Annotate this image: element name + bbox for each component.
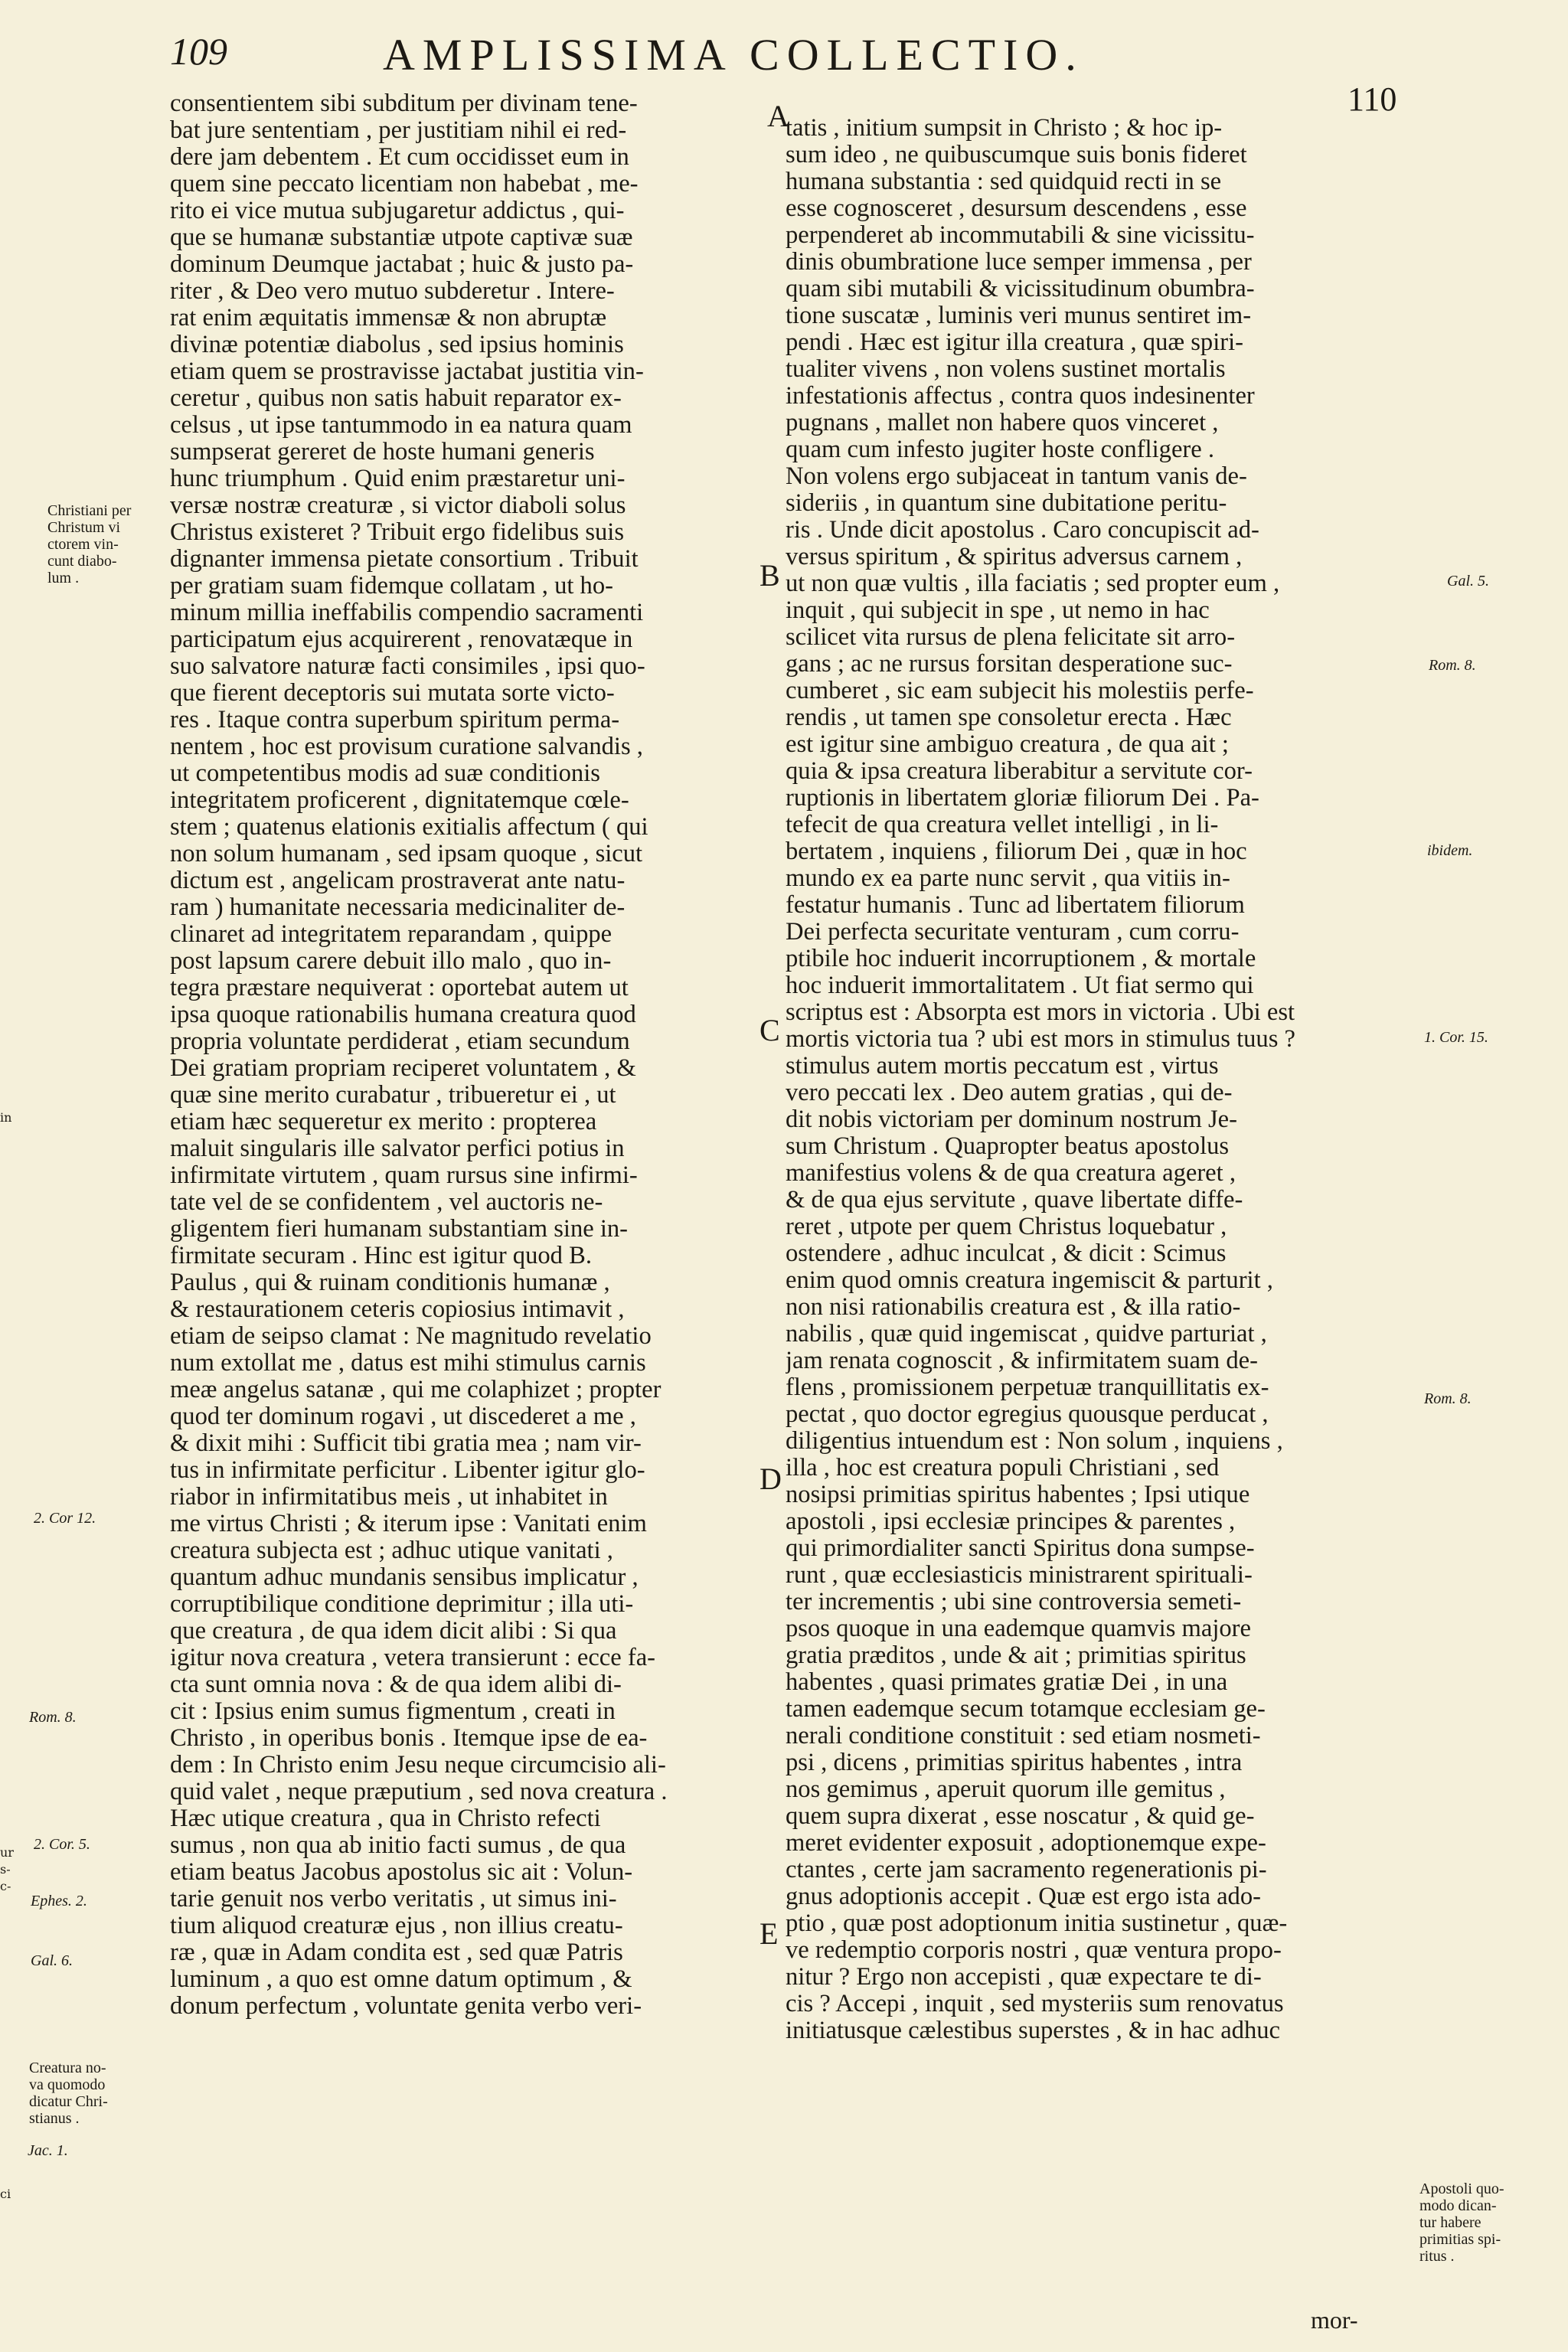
text-line: celsus , ut ipse tantummodo in ea natura quam xyxy=(170,412,632,439)
running-title: AMPLISSIMA COLLECTIO. xyxy=(383,30,1084,80)
text-line: num extollat me , datus est mihi stimulus carnis xyxy=(170,1350,646,1377)
text-line: que fierent deceptoris sui mutata sorte victo- xyxy=(170,680,615,707)
section-letter-c: C xyxy=(760,1013,780,1047)
text-line: stimulus autem mortis peccatum est , virtus xyxy=(786,1053,1219,1080)
text-line: est igitur sine ambiguo creatura , de qua ait ; xyxy=(786,731,1229,758)
text-line: & restaurationem ceteris copiosius intimavit , xyxy=(170,1296,625,1323)
text-line: non solum humanam , sed ipsam quoque , sicut xyxy=(170,841,643,867)
section-letter-d: D xyxy=(760,1462,782,1496)
text-line: ter incrementis ; ubi sine controversia semeti- xyxy=(786,1589,1242,1615)
text-line: que creatura , de qua idem dicit alibi : Si qua xyxy=(170,1618,617,1645)
text-line: sideriis , in quantum sine dubitatione peritu- xyxy=(786,490,1227,517)
text-line: me virtus Christi ; & iterum ipse : Vanitati enim xyxy=(170,1511,647,1537)
text-line: dem : In Christo enim Jesu neque circumcisio ali- xyxy=(170,1752,666,1779)
text-line: sumpserat gereret de hoste humani generis xyxy=(170,439,595,466)
text-line: nitur ? Ergo non accepisti , quæ expectare te di- xyxy=(786,1964,1262,1991)
text-line: stem ; quatenus elationis exitialis affectum ( qui xyxy=(170,814,648,841)
text-line: reret , utpote per quem Christus loquebatur , xyxy=(786,1214,1227,1240)
text-line: cta sunt omnia nova : & de qua idem alibi di- xyxy=(170,1671,622,1698)
text-column-left xyxy=(170,90,760,2020)
text-line: donum perfectum , voluntate genita verbo veri- xyxy=(170,1993,642,2020)
text-line: psos quoque in una eademque quamvis majore xyxy=(786,1615,1251,1642)
edge-fragment: ur xyxy=(0,1845,14,1860)
text-line: & dixit mihi : Sufficit tibi gratia mea ; nam vir- xyxy=(170,1430,642,1457)
text-line: dinis obumbratione luce semper immensa , per xyxy=(786,249,1252,276)
text-line: gnus adoptionis accepit . Quæ est ergo ista ado- xyxy=(786,1883,1261,1910)
text-line: nabilis , quæ quid ingemiscat , quidve parturiat , xyxy=(786,1321,1267,1348)
text-line: integritatem proficerent , dignitatemque cœle- xyxy=(170,787,629,814)
text-line: mundo ex ea parte nunc servit , qua vitiis in- xyxy=(786,865,1230,892)
page-number-right: 110 xyxy=(1348,80,1397,118)
margin-note-gal5: Gal. 5. xyxy=(1447,573,1489,590)
text-line: tualiter vivens , non volens sustinet mortalis xyxy=(786,356,1226,383)
text-line: divinæ potentiæ diabolus , sed ipsius hominis xyxy=(170,332,624,358)
text-line: Paulus , qui & ruinam conditionis humanæ , xyxy=(170,1269,610,1296)
margin-note-rom8: Rom. 8. xyxy=(29,1709,77,1726)
catchword: mor- xyxy=(1311,2306,1358,2334)
text-line: jam renata cognoscit , & infirmitatem suam de- xyxy=(786,1348,1258,1374)
text-line: runt , quæ ecclesiasticis ministrarent spirituali- xyxy=(786,1562,1253,1589)
text-line: ostendere , adhuc inculcat , & dicit : Scimus xyxy=(786,1240,1227,1267)
text-line: bertatem , inquiens , filiorum Dei , quæ in hoc xyxy=(786,838,1247,865)
text-line: tium aliquod creaturæ ejus , non illius creatu- xyxy=(170,1913,623,1939)
text-line: dictum est , angelicam prostraverat ante natu- xyxy=(170,867,626,894)
text-line: nerali conditione constituit : sed etiam nosmeti- xyxy=(786,1723,1261,1749)
text-line: etiam hæc sequeretur ex merito : propterea xyxy=(170,1109,597,1135)
text-line: quam sibi mutabili & vicissitudinum obumbra- xyxy=(786,276,1255,302)
text-line: illa , hoc est creatura populi Christiani , sed xyxy=(786,1455,1220,1481)
text-line: nosipsi primitias spiritus habentes ; Ipsi utique xyxy=(786,1481,1250,1508)
text-line: tamen eademque secum totamque ecclesiam ge- xyxy=(786,1696,1266,1723)
text-line: qui primordialiter sancti Spiritus dona sumpse- xyxy=(786,1535,1255,1562)
text-line: post lapsum carere debuit illo malo , quo in- xyxy=(170,948,612,975)
text-line: ve redemptio corporis nostri , quæ ventura propo- xyxy=(786,1937,1282,1964)
text-line: etiam quem se prostravisse jactabat justitia vin- xyxy=(170,358,644,385)
text-line: Christo , in operibus bonis . Itemque ipse de ea- xyxy=(170,1725,648,1752)
text-line: creatura subjecta est ; adhuc utique vanitati , xyxy=(170,1537,613,1564)
text-line: tus in infirmitate perficitur . Libenter igitur glo- xyxy=(170,1457,645,1484)
text-line: ipsa quoque rationabilis humana creatura quod xyxy=(170,1001,636,1028)
text-line: festatur humanis . Tunc ad libertatem filiorum xyxy=(786,892,1245,919)
text-line: res . Itaque contra superbum spiritum perma- xyxy=(170,707,620,733)
text-line: propria voluntate perdiderat , etiam secundum xyxy=(170,1028,630,1055)
text-line: Hæc utique creatura , qua in Christo refecti xyxy=(170,1805,601,1832)
text-line: quod ter dominum rogavi , ut discederet a me , xyxy=(170,1403,636,1430)
text-line: cumberet , sic eam subjecit his molestiis perfe- xyxy=(786,678,1254,704)
text-line: tegra præstare nequiverat : oportebat autem ut xyxy=(170,975,629,1001)
text-line: pugnans , mallet non habere quos vinceret , xyxy=(786,410,1219,436)
text-line: enim quod omnis creatura ingemiscit & parturit , xyxy=(786,1267,1273,1294)
text-line: esse cognosceret , desursum descendens , esse xyxy=(786,195,1247,222)
text-line: psi , dicens , primitias spiritus habentes , intra xyxy=(786,1749,1243,1776)
text-line: maluit singularis ille salvator perfici potius in xyxy=(170,1135,625,1162)
text-line: luminum , a quo est omne datum optimum , & xyxy=(170,1966,632,1993)
text-line: ut competentibus modis ad suæ conditionis xyxy=(170,760,600,787)
text-line: hunc triumphum . Quid enim præstaretur uni- xyxy=(170,466,626,492)
text-line: rendis , ut tamen spe consoletur erecta . Hæc xyxy=(786,704,1232,731)
margin-note-1cor15: 1. Cor. 15. xyxy=(1424,1029,1488,1046)
edge-fragment: ci xyxy=(0,2187,11,2201)
text-line: etiam beatus Jacobus apostolus sic ait : Volun- xyxy=(170,1859,633,1886)
text-line: initiatusque cælestibus superstes , & in hac adhuc xyxy=(786,2017,1281,2044)
text-line: participatum ejus acquirerent , renovatæque in xyxy=(170,626,633,653)
text-line: hoc induerit immortalitatem . Ut fiat sermo qui xyxy=(786,972,1254,999)
edge-fragment: c- xyxy=(0,1879,11,1893)
text-line: tarie genuit nos verbo veritatis , ut simus ini- xyxy=(170,1886,617,1913)
text-line: ræ , quæ in Adam condita est , sed quæ Patris xyxy=(170,1939,623,1966)
text-line: meæ angelus satanæ , qui me colaphizet ; propter xyxy=(170,1377,662,1403)
text-line: gans ; ac ne rursus forsitan desperatione suc- xyxy=(786,651,1233,678)
text-line: ptibile hoc induerit incorruptionem , & mortale xyxy=(786,946,1256,972)
margin-note-gal6: Gal. 6. xyxy=(31,1952,73,1969)
text-line: flens , promissionem perpetuæ tranquillitatis ex- xyxy=(786,1374,1269,1401)
text-line: riabor in infirmitatibus meis , ut inhabitet in xyxy=(170,1484,608,1511)
text-line: rat enim æquitatis immensæ & non abruptæ xyxy=(170,305,607,332)
text-line: ris . Unde dicit apostolus . Caro concupiscit ad- xyxy=(786,517,1259,544)
text-line: scriptus est : Absorpta est mors in victoria . Ubi est xyxy=(786,999,1295,1026)
margin-note-2cor5: 2. Cor. 5. xyxy=(34,1836,90,1853)
text-line: nos gemimus , aperuit quorum ille gemitus , xyxy=(786,1776,1226,1803)
text-line: Dei perfecta securitate venturam , cum corru- xyxy=(786,919,1240,946)
text-line: bat jure sententiam , per justitiam nihil ei red- xyxy=(170,117,627,144)
margin-note-2cor12: 2. Cor 12. xyxy=(34,1510,96,1527)
margin-note-creatura-nova: Creatura no- va quomodo dicatur Chri- stianus . xyxy=(29,2060,108,2127)
text-line: habentes , quasi primates gratiæ Dei , in una xyxy=(786,1669,1228,1696)
text-line: cit : Ipsius enim sumus figmentum , creati in xyxy=(170,1698,616,1725)
text-line: ctantes , certe jam sacramento regenerationis pi- xyxy=(786,1857,1267,1883)
text-line: que se humanæ substantiæ utpote captivæ suæ xyxy=(170,224,633,251)
text-line: dere jam debentem . Et cum occidisset eum in xyxy=(170,144,629,171)
text-line: gratia præditos , unde & ait ; primitias spiritus xyxy=(786,1642,1246,1669)
text-line: quantum adhuc mundanis sensibus implicatur , xyxy=(170,1564,639,1591)
text-line: & de qua ejus servitute , quave libertate diffe- xyxy=(786,1187,1243,1214)
text-line: versæ nostræ creaturæ , si victor diaboli solus xyxy=(170,492,626,519)
text-line: minum millia ineffabilis compendio sacramenti xyxy=(170,599,644,626)
text-line: non nisi rationabilis creatura est , & illa ratio- xyxy=(786,1294,1241,1321)
text-line: corruptibilique conditione deprimitur ; illa uti- xyxy=(170,1591,634,1618)
text-line: clinaret ad integritatem reparandam , quippe xyxy=(170,921,612,948)
text-line: ram ) humanitate necessaria medicinaliter de- xyxy=(170,894,626,921)
margin-note-rom8-right: Rom. 8. xyxy=(1429,657,1476,674)
text-line: quem sine peccato licentiam non habebat , me- xyxy=(170,171,639,198)
text-line: tione suscatæ , luminis veri munus sentiret im- xyxy=(786,302,1252,329)
text-line: nentem , hoc est provisum curatione salvandis , xyxy=(170,733,643,760)
text-line: igitur nova creatura , vetera transierunt : ecce fa- xyxy=(170,1645,656,1671)
text-column-right xyxy=(786,115,1375,2044)
text-line: apostoli , ipsi ecclesiæ principes & parentes , xyxy=(786,1508,1236,1535)
section-letter-b: B xyxy=(760,558,780,593)
text-line: infirmitate virtutem , quam rursus sine infirmi- xyxy=(170,1162,638,1189)
text-line: diligentius intuendum est : Non solum , inquiens , xyxy=(786,1428,1283,1455)
margin-note-christiani: Christiani per Christum vi ctorem vin- cunt diabo- lum . xyxy=(47,502,132,586)
text-line: pendi . Hæc est igitur illa creatura , quæ spiri- xyxy=(786,329,1244,356)
text-line: tefecit de qua creatura vellet intelligi , in li- xyxy=(786,812,1219,838)
text-line: ceretur , quibus non satis habuit reparator ex- xyxy=(170,385,622,412)
text-line: manifestius volens & de qua creatura ageret , xyxy=(786,1160,1236,1187)
text-line: suo salvatore naturæ facti consimiles , ipsi quo- xyxy=(170,653,645,680)
text-line: inquit , qui subjecit in spe , ut nemo in hac xyxy=(786,597,1210,624)
margin-note-jac1: Jac. 1. xyxy=(28,2142,68,2159)
text-line: scilicet vita rursus de plena felicitate sit arro- xyxy=(786,624,1236,651)
text-line: tatis , initium sumpsit in Christo ; & hoc ip- xyxy=(786,115,1223,142)
margin-note-apostoli: Apostoli quo- modo dican- tur habere primitias spi- ritus . xyxy=(1419,2180,1504,2265)
text-line: quem supra dixerat , esse noscatur , & quid ge- xyxy=(786,1803,1255,1830)
text-line: cis ? Accepi , inquit , sed mysteriis sum renovatus xyxy=(786,1991,1284,2017)
text-line: Christus existeret ? Tribuit ergo fidelibus suis xyxy=(170,519,625,546)
text-line: Non volens ergo subjaceat in tantum vanis de- xyxy=(786,463,1247,490)
margin-note-ephes2: Ephes. 2. xyxy=(31,1893,87,1909)
text-line: pectat , quo doctor egregius quousque perducat , xyxy=(786,1401,1269,1428)
text-line: etiam de seipso clamat : Ne magnitudo revelatio xyxy=(170,1323,652,1350)
edge-fragment: s- xyxy=(0,1862,11,1877)
margin-note-rom8-right-2: Rom. 8. xyxy=(1424,1390,1472,1407)
text-line: sum Christum . Quapropter beatus apostolus xyxy=(786,1133,1230,1160)
text-line: riter , & Deo vero mutuo subderetur . Intere- xyxy=(170,278,615,305)
text-line: quam cum infesto jugiter hoste confligere . xyxy=(786,436,1215,463)
text-line: sum ideo , ne quibuscumque suis bonis fideret xyxy=(786,142,1247,168)
text-line: quæ sine merito curabatur , tribueretur ei , ut xyxy=(170,1082,616,1109)
text-line: versus spiritum , & spiritus adversus carnem , xyxy=(786,544,1243,570)
text-line: dominum Deumque jactabat ; huic & justo pa- xyxy=(170,251,634,278)
text-line: mortis victoria tua ? ubi est mors in stimulus tuus ? xyxy=(786,1026,1295,1053)
text-line: Dei gratiam propriam reciperet voluntatem , & xyxy=(170,1055,636,1082)
edge-fragment: in xyxy=(0,1110,12,1125)
section-letter-a: A xyxy=(767,99,789,133)
text-line: sumus , non qua ab initio facti sumus , de qua xyxy=(170,1832,626,1859)
text-line: humana substantia : sed quidquid recti in se xyxy=(786,168,1222,195)
text-line: firmitate securam . Hinc est igitur quod B. xyxy=(170,1243,592,1269)
text-line: per gratiam suam fidemque collatam , ut ho- xyxy=(170,573,613,599)
text-line: consentientem sibi subditum per divinam tene- xyxy=(170,90,638,117)
page-number-left: 109 xyxy=(170,30,227,73)
text-line: vero peccati lex . Deo autem gratias , qui de- xyxy=(786,1080,1233,1106)
text-line: ruptionis in libertatem gloriæ filiorum Dei . Pa- xyxy=(786,785,1259,812)
section-letter-e: E xyxy=(760,1916,779,1951)
text-line: tate vel de se confidentem , vel auctoris ne- xyxy=(170,1189,603,1216)
text-line: gligentem fieri humanam substantiam sine in- xyxy=(170,1216,629,1243)
text-line: quia & ipsa creatura liberabitur a servitute cor- xyxy=(786,758,1253,785)
text-line: perpenderet ab incommutabili & sine vicissitu- xyxy=(786,222,1255,249)
text-line: meret evidenter exposuit , adoptionemque expe- xyxy=(786,1830,1266,1857)
text-line: dignanter immensa pietate consortium . Tribuit xyxy=(170,546,639,573)
text-line: infestationis affectus , contra quos indesinenter xyxy=(786,383,1255,410)
margin-note-ibidem: ibidem. xyxy=(1427,842,1473,859)
text-line: ptio , quæ post adoptionum initia sustinetur , quæ- xyxy=(786,1910,1288,1937)
text-line: ut non quæ vultis , illa faciatis ; sed propter eum , xyxy=(786,570,1280,597)
text-line: rito ei vice mutua subjugaretur addictus , qui- xyxy=(170,198,625,224)
text-line: quid valet , neque præputium , sed nova creatura . xyxy=(170,1779,668,1805)
text-line: dit nobis victoriam per dominum nostrum Je- xyxy=(786,1106,1237,1133)
